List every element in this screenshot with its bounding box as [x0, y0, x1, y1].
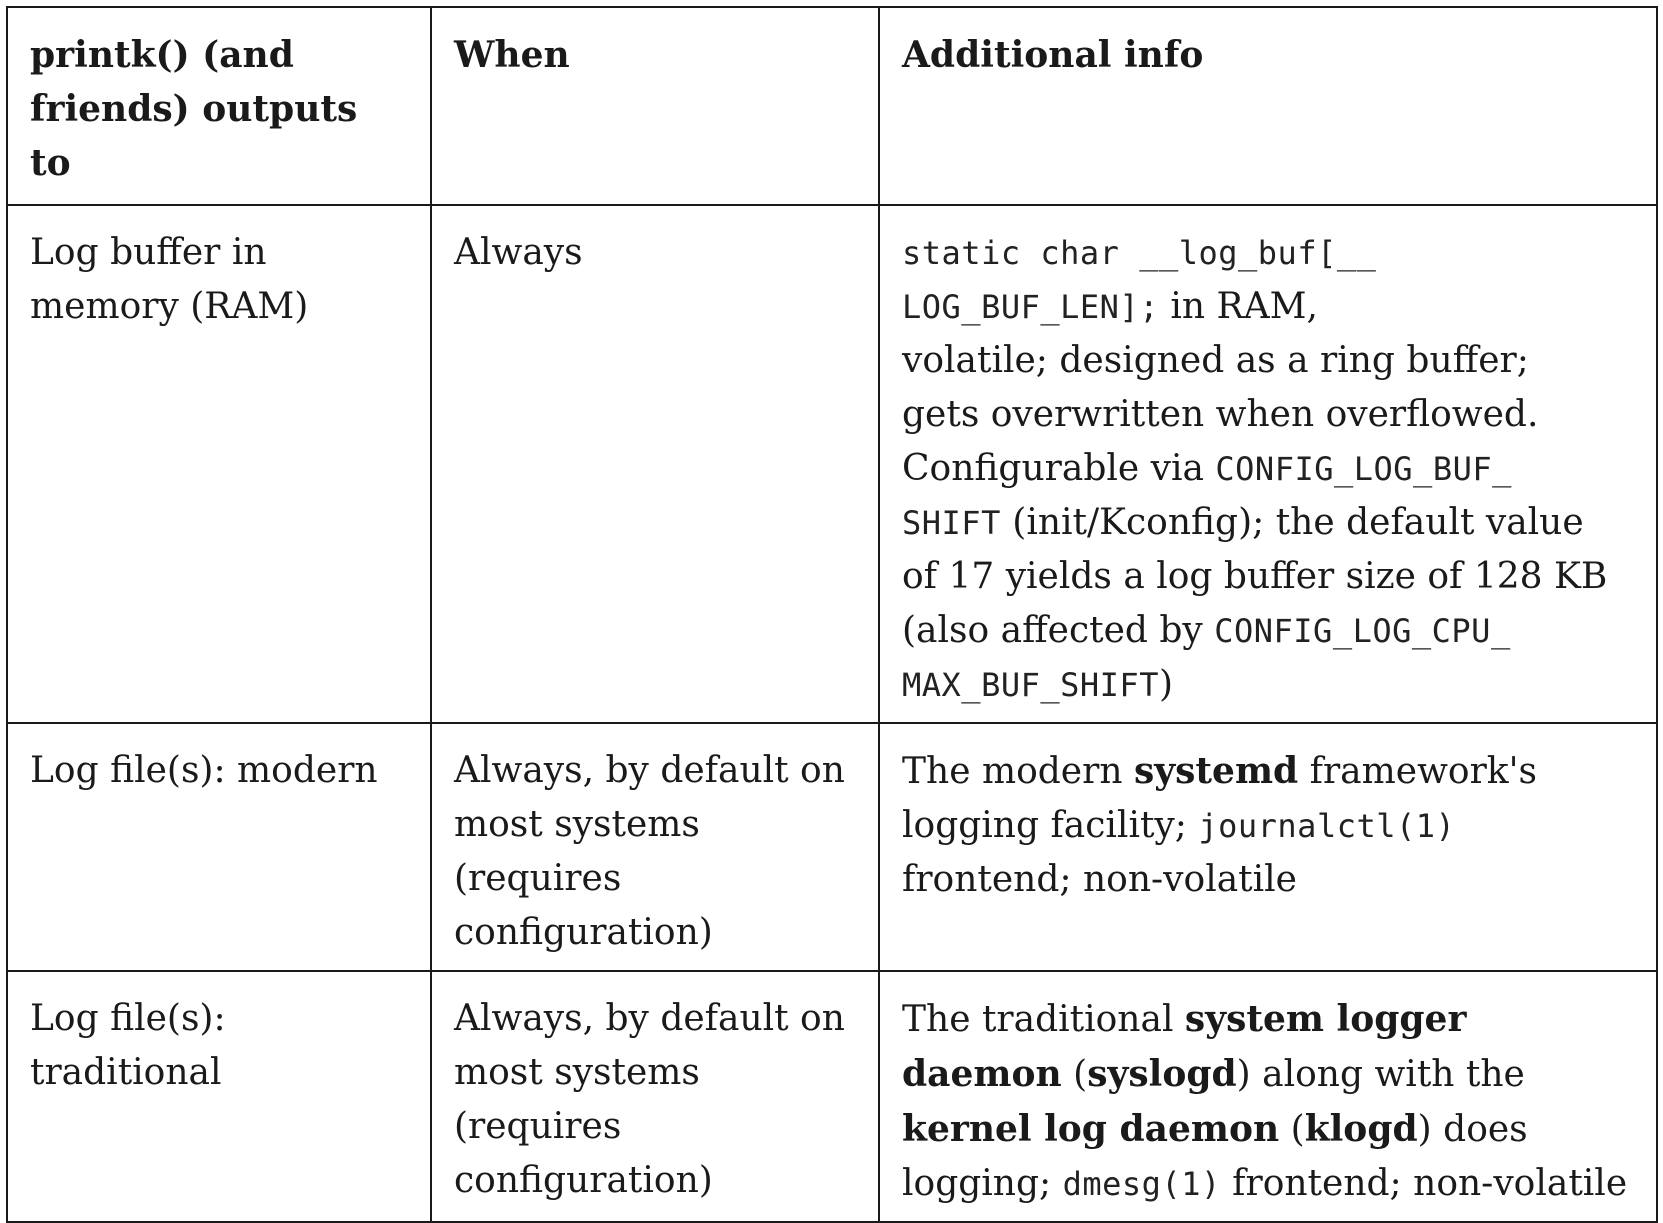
header-additional-info: Additional info [879, 7, 1657, 205]
info-text: ) [1158, 664, 1173, 705]
code-snippet: SHIFT [902, 504, 1001, 542]
info-text: frontend; non-volatile [902, 859, 1297, 900]
info-text: ( [1061, 1054, 1088, 1095]
code-snippet: CONFIG_LOG_CPU_ [1214, 612, 1511, 650]
code-snippet: journalctl(1) [1198, 807, 1456, 845]
info-text: ) along with the [1236, 1054, 1525, 1095]
cell-output: Log file(s): modern [7, 723, 431, 971]
info-bold: systemd [1133, 750, 1299, 792]
code-snippet: static char __log_buf[__ [902, 234, 1377, 272]
cell-info [879, 723, 1657, 971]
info-text: ( [1279, 1109, 1305, 1150]
info-bold: syslogd [1087, 1053, 1237, 1095]
cell-info [879, 205, 1657, 723]
info-text: in RAM, [1158, 286, 1318, 327]
info-line [902, 442, 1634, 496]
info-text: The traditional [902, 999, 1185, 1040]
cell-output: Log file(s): traditional [7, 971, 431, 1222]
table-row [7, 723, 1657, 971]
info-text: Configurable via [902, 448, 1216, 489]
info-line: gets overwritten when overflowed. [902, 394, 1539, 435]
cell-when: Always, by default on most systems (requires configuration) [431, 723, 879, 971]
info-text: (also affected by [902, 610, 1215, 651]
cell-output: Log buffer in memory (RAM) [7, 205, 431, 723]
info-text: ) does logging; [902, 1109, 1528, 1204]
table-row [7, 205, 1657, 723]
code-snippet: LOG_BUF_LEN]; [902, 288, 1159, 326]
info-text: framework's logging facility; [902, 751, 1537, 846]
info-line [902, 280, 1634, 334]
printk-output-table [6, 6, 1658, 1223]
cell-when: Always [431, 205, 879, 723]
info-bold: klogd [1304, 1108, 1418, 1150]
header-row [7, 7, 1657, 205]
code-snippet: dmesg(1) [1062, 1165, 1221, 1203]
info-text: frontend; non-volatile [1220, 1163, 1628, 1204]
info-line [902, 658, 1634, 712]
code-snippet: MAX_BUF_SHIFT [902, 666, 1159, 704]
info-line [902, 604, 1634, 658]
info-bold: system logger daemon [902, 998, 1467, 1095]
cell-when: Always, by default on most systems (requires configuration) [431, 971, 879, 1222]
info-line [902, 496, 1634, 550]
header-outputs-to: printk() (and friends) outputs to [7, 7, 431, 205]
header-when: When [431, 7, 879, 205]
info-line: volatile; designed as a ring buffer; [902, 340, 1529, 381]
cell-info [879, 971, 1657, 1222]
table-row [7, 971, 1657, 1222]
info-text: The modern [902, 751, 1134, 792]
info-line: of 17 yields a log buffer size of 128 KB [902, 556, 1608, 597]
info-text: (init/Kconfig); the default value [1000, 502, 1584, 543]
info-line [902, 226, 1634, 280]
info-bold: kernel log daemon [902, 1108, 1280, 1150]
code-snippet: CONFIG_LOG_BUF_ [1215, 450, 1512, 488]
